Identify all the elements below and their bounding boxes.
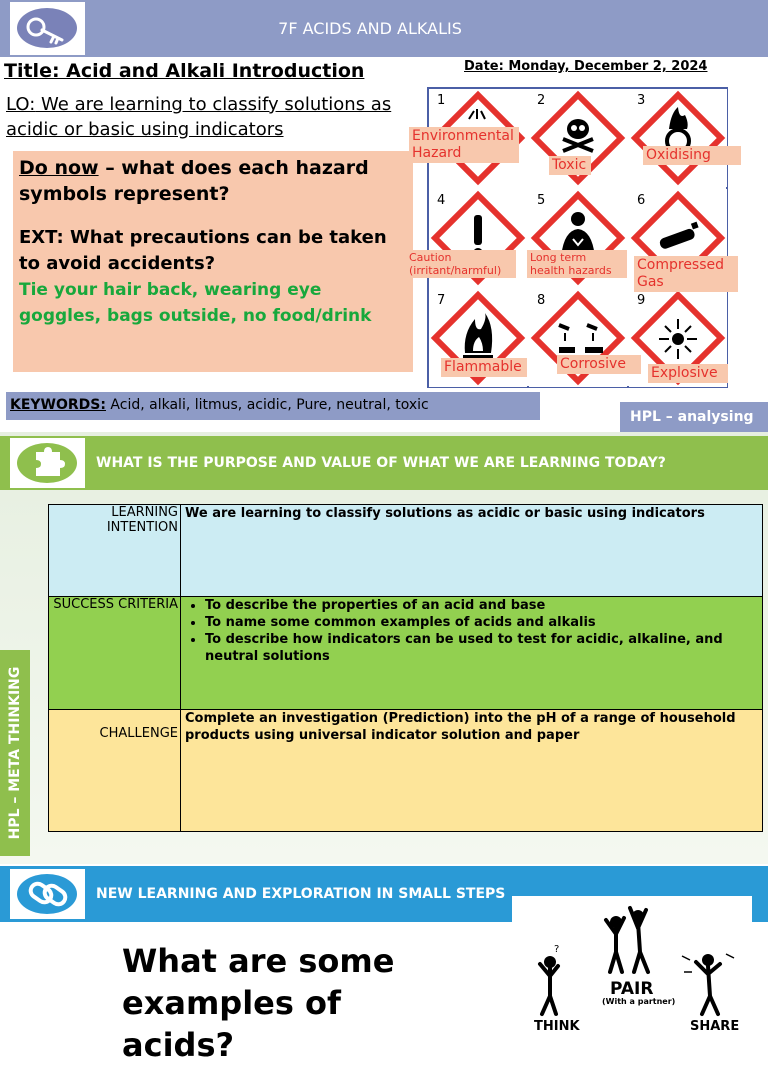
learning-objective [6, 92, 416, 142]
keywords-bar [6, 392, 540, 420]
hazard-number: 9 [637, 293, 646, 308]
puzzle-piece-icon [10, 438, 85, 488]
lo-body: We are learning to classify solutions as acidic or basic using indicators [6, 94, 392, 140]
hazard-number: 5 [537, 193, 546, 208]
key-gear-icon [10, 2, 85, 55]
ext-answer: Tie your hair back, wearing eye goggles, bags outside, no food/drink [19, 280, 372, 326]
hazard-label-6: Compressed Gas [634, 256, 738, 292]
table-row-learning-intention [49, 505, 762, 597]
think-pair-share-figures-icon [512, 896, 752, 1034]
row-content: Complete an investigation (Prediction) into the pH of a range of household products using universal indicator solution and paper [185, 711, 736, 743]
question-heading: What are some examples of acids? [122, 942, 395, 1064]
ext-text: What precautions can be taken to avoid accidents? [19, 227, 387, 274]
hazard-number: 8 [537, 293, 546, 308]
tps-share: SHARE [690, 1019, 740, 1034]
ext-question [19, 225, 407, 277]
meta-thinking-label: HPL – META THINKING [7, 666, 23, 840]
hazard-label-5: Long term health hazards [527, 250, 627, 278]
hazard-label-8: Corrosive [557, 355, 641, 374]
row-label: LEARNING INTENTION [49, 505, 181, 596]
hazard-number: 4 [437, 193, 446, 208]
row-content [183, 597, 761, 665]
hazard-label-3: Oxidising [643, 146, 741, 165]
lesson-title: Title: Acid and Alkali Introduction [4, 60, 365, 82]
hazard-label-2: Toxic [549, 156, 591, 175]
hazard-number: 1 [437, 93, 446, 108]
keywords-label: KEYWORDS: [10, 397, 106, 413]
tps-think: THINK [534, 1019, 580, 1034]
header-icon-box [10, 2, 85, 55]
lo-prefix: LO: [6, 94, 36, 115]
hazard-number: 6 [637, 193, 646, 208]
do-now-box [13, 151, 413, 372]
hazard-label-9: Explosive [648, 364, 728, 383]
tps-pair: PAIR [610, 979, 654, 999]
hazard-number: 3 [637, 93, 646, 108]
hazard-number: 7 [437, 293, 446, 308]
hazard-label-4: Caution (irritant/harmful) [406, 250, 516, 278]
row-content: We are learning to classify solutions as acidic or basic using indicators [185, 506, 705, 521]
ext-label: EXT: [19, 227, 64, 248]
hazard-number: 2 [537, 93, 546, 108]
chain-link-icon [10, 869, 85, 919]
row-label: CHALLENGE [49, 710, 181, 831]
list-item: • To name some common examples of acids and alkalis [205, 614, 759, 631]
hazard-cell-3 [629, 89, 727, 187]
tps-pair-sub: (With a partner) [602, 997, 676, 1006]
keywords-list: Acid, alkali, litmus, acidic, Pure, neutral, toxic [105, 397, 429, 413]
success-criteria-list [185, 597, 759, 665]
slide2-header-bar [0, 436, 768, 490]
do-now-label: Do now [19, 157, 99, 179]
row-label: SUCCESS CRITERIA [49, 597, 181, 709]
think-pair-share-image [512, 896, 752, 1034]
slide2-header-title: WHAT IS THE PURPOSE AND VALUE OF WHAT WE ARE LEARNING TODAY? [96, 455, 666, 471]
lesson-date: Date: Monday, December 2, 2024 [464, 59, 708, 74]
slide1-header-bar [0, 0, 768, 57]
do-now-question [19, 155, 407, 207]
hpl-analysing-tag: HPL – analysing [620, 402, 768, 432]
hazard-label-7: Flammable [441, 358, 527, 377]
slide1-header-title: 7F ACIDS AND ALKALIS [278, 19, 462, 38]
list-item: • To describe how indicators can be used to test for acidic, alkaline, and neutral solutions [205, 631, 759, 665]
table-row-challenge [49, 710, 762, 831]
new-icon-box [10, 869, 85, 919]
svg-text:?: ? [554, 944, 560, 955]
table-row-success-criteria [49, 597, 762, 710]
learning-intention-table [48, 504, 763, 832]
do-now-text: – what does each hazard symbols represent? [19, 157, 369, 205]
list-item: • To describe the properties of an acid and base [205, 597, 759, 614]
purpose-icon-box [10, 438, 85, 488]
slide3-header-title: NEW LEARNING AND EXPLORATION IN SMALL STEPS [96, 886, 506, 902]
hazard-label-1: Environmental Hazard [409, 127, 519, 163]
